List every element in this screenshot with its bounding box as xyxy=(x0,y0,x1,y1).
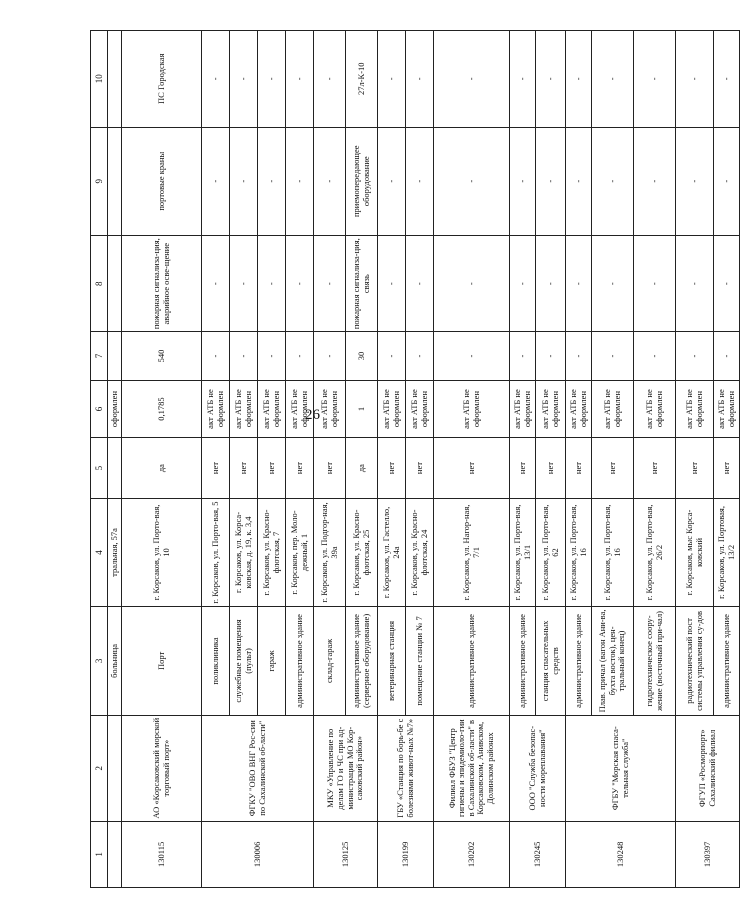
col-num-6: 6 xyxy=(91,380,108,438)
continuation-row xyxy=(108,31,122,888)
cell-col7: - xyxy=(634,332,676,380)
cell-col10: - xyxy=(510,31,536,128)
col-num-4: 4 xyxy=(91,498,108,606)
cell-col9: - xyxy=(230,127,258,235)
cell-col6: акт АТБ не оформлен xyxy=(566,380,592,438)
cell-col6: акт АТБ не оформлен xyxy=(676,380,714,438)
cell-col6: 0,1785 xyxy=(122,380,202,438)
cell-col5: нет xyxy=(406,438,434,498)
cell-col8: - xyxy=(314,235,346,331)
cell-col7: 30 xyxy=(346,332,378,380)
cell-col5: нет xyxy=(634,438,676,498)
col-num-10: 10 xyxy=(91,31,108,128)
cell-col7: - xyxy=(286,332,314,380)
cell-col9: - xyxy=(202,127,230,235)
cell-col8: пожарная сигнализа-ция, связь xyxy=(346,235,378,331)
cell-col5: да xyxy=(346,438,378,498)
cell-object: административное здание xyxy=(434,607,510,715)
cell-col9: - xyxy=(258,127,286,235)
cell-address: г. Корсаков, ул. Красно-флотская, 24 xyxy=(406,498,434,606)
col-num-3: 3 xyxy=(91,607,108,715)
cell-col10: - xyxy=(406,31,434,128)
cell-object: гидротехническое соору-жение (восточный при-чал) xyxy=(634,607,676,715)
cell-col6: 1 xyxy=(346,380,378,438)
cell-address: г. Корсаков, ул. Порто-вая, 5 xyxy=(202,498,230,606)
cell-col5: нет xyxy=(258,438,286,498)
cell-col6: акт АТБ не оформлен xyxy=(406,380,434,438)
cell-col10: 27л-К-10 xyxy=(346,31,378,128)
cell-organization: ФГКУ "ОВО ВНГ Рос-сии по Сахалинской об-ласти" xyxy=(202,715,314,821)
cell-col7: - xyxy=(510,332,536,380)
cell-object: Порт xyxy=(122,607,202,715)
cell-col8: - xyxy=(258,235,286,331)
cell-address: г. Корсаков, ул. Порто-вая, 13/1 xyxy=(510,498,536,606)
cell-col10: - xyxy=(676,31,714,128)
cell-organization: ООО "Служба безопас-ности мореплавания" xyxy=(510,715,566,821)
cell-col5: нет xyxy=(510,438,536,498)
cell-col9: - xyxy=(592,127,634,235)
cell-col7: - xyxy=(406,332,434,380)
cell-col9: приемопередающее оборудование xyxy=(346,127,378,235)
cell-col10: - xyxy=(378,31,406,128)
cell-col5: нет xyxy=(676,438,714,498)
table-row xyxy=(314,31,346,888)
col-num-5: 5 xyxy=(91,438,108,498)
cell-col6: акт АТБ не оформлен xyxy=(714,380,740,438)
cell-col9: - xyxy=(378,127,406,235)
cell-object: служебные помещения (пульт) xyxy=(230,607,258,715)
cell-object: радиотехнический пост системы управления су-дов xyxy=(676,607,714,715)
cell-col10: - xyxy=(434,31,510,128)
cell-col8: - xyxy=(536,235,566,331)
cell-col5: нет xyxy=(286,438,314,498)
cell-address: г. Корсаков, пер. Моло-дежный, 1 xyxy=(286,498,314,606)
col-num-8: 8 xyxy=(91,235,108,331)
cell-col6: акт АТБ не оформлен xyxy=(202,380,230,438)
cell-col10: - xyxy=(202,31,230,128)
cell-col5: нет xyxy=(378,438,406,498)
cell-col7: - xyxy=(314,332,346,380)
table-row xyxy=(202,31,230,888)
cell-col5: нет xyxy=(714,438,740,498)
cell-col6: акт АТБ не оформлен xyxy=(592,380,634,438)
table-row xyxy=(566,31,592,888)
cell-organization: ГБУ «Станция по борь-бе с болезнями живот-ных №7» xyxy=(378,715,434,821)
cell-address: г. Корсаков, ул. Порто-вая, 16 xyxy=(566,498,592,606)
cell-col5: да xyxy=(122,438,202,498)
cell-col10: - xyxy=(314,31,346,128)
cell-col9: - xyxy=(286,127,314,235)
cell-col7: - xyxy=(714,332,740,380)
cell-col10: - xyxy=(714,31,740,128)
cell-address: г. Корсаков, ул. Порто-вая, 62 xyxy=(536,498,566,606)
cell-col10: - xyxy=(592,31,634,128)
cell-col8: - xyxy=(592,235,634,331)
cell-col8: - xyxy=(378,235,406,331)
cell-col9: - xyxy=(634,127,676,235)
cell-col5: нет xyxy=(230,438,258,498)
cell-col8: - xyxy=(634,235,676,331)
cell-col7: - xyxy=(230,332,258,380)
table-row xyxy=(378,31,406,888)
cell-col5: нет xyxy=(434,438,510,498)
cell-organization: ФГБУ "Морская спаса-тельная служба" xyxy=(566,715,676,821)
cell-col8: - xyxy=(406,235,434,331)
cell-col7: - xyxy=(202,332,230,380)
cell-col8: - xyxy=(286,235,314,331)
cell-object: административное здание xyxy=(286,607,314,715)
cell-col7: 540 xyxy=(122,332,202,380)
cell-col8: - xyxy=(714,235,740,331)
cell-col5: нет xyxy=(536,438,566,498)
cell-col5: нет xyxy=(202,438,230,498)
cell-address: г. Корсаков, ул. Порто-вая, 16 xyxy=(592,498,634,606)
cell-address: г. Корсаков, ул. Красно-флотская, 25 xyxy=(346,498,378,606)
table-row xyxy=(510,31,536,888)
cell-address: г. Корсаков, ул. Порто-вая, 26/2 xyxy=(634,498,676,606)
cell-col9: - xyxy=(314,127,346,235)
cell-col6: акт АТБ не оформлен xyxy=(378,380,406,438)
cell-object: Плав. причал (вагон Ани-ва, бухта восток), цен-тральный конец) xyxy=(592,607,634,715)
cell-address: г. Корсаков, ул. Корса-ковская, д. 19, к. 3,4 xyxy=(230,498,258,606)
cell-organization: Филиал ФБУЗ "Центр гигиены и эпидемиоло-гии в Сахалинской об-ласти" в Корсаковском, Анивском, Долинском районах xyxy=(434,715,510,821)
page-number: 26 xyxy=(305,407,320,423)
register-table xyxy=(90,30,740,888)
cell-col7: - xyxy=(592,332,634,380)
table-row xyxy=(122,31,202,888)
cell-col8: пожарная сигнализа-ция, аварийное осве-щение xyxy=(122,235,202,331)
cell-object: поликлиника xyxy=(202,607,230,715)
cell-col7: - xyxy=(676,332,714,380)
cell-object: административное здание xyxy=(566,607,592,715)
cell-address: г. Корсаков, ул. Подгор-ная, 39а xyxy=(314,498,346,606)
cell-col7: - xyxy=(566,332,592,380)
cell-col9: - xyxy=(510,127,536,235)
cont-cell-4: тральная, 57а xyxy=(108,498,122,606)
cell-object: административное здание xyxy=(714,607,740,715)
cell-col9: - xyxy=(406,127,434,235)
col-num-9: 9 xyxy=(91,127,108,235)
cell-col10: - xyxy=(258,31,286,128)
cell-object: склад-гараж xyxy=(314,607,346,715)
cell-col9: - xyxy=(566,127,592,235)
col-num-1: 1 xyxy=(91,821,108,887)
cell-object: помещение станции № 7 xyxy=(406,607,434,715)
cell-col10: - xyxy=(634,31,676,128)
cell-code: 130397 xyxy=(676,821,740,887)
table-row xyxy=(676,31,714,888)
cell-col7: - xyxy=(258,332,286,380)
cell-col6: акт АТБ не оформлен xyxy=(286,380,314,438)
cell-organization: МКУ «Управление по делам ГО и ЧС при ад-министрации МО Кор-саковский район» xyxy=(314,715,378,821)
cell-code: 130115 xyxy=(122,821,202,887)
cell-address: г. Корсаков, ул. Нагор-ная, 7/1 xyxy=(434,498,510,606)
cell-col5: нет xyxy=(314,438,346,498)
cell-col10: - xyxy=(536,31,566,128)
cell-address: г. Корсаков, мыс Корса-ковский xyxy=(676,498,714,606)
cell-col8: - xyxy=(434,235,510,331)
cell-code: 130248 xyxy=(566,821,676,887)
cell-col8: - xyxy=(676,235,714,331)
cell-code: 130125 xyxy=(314,821,378,887)
cell-object: административное здание (серверное оборудование) xyxy=(346,607,378,715)
cell-col6: акт АТБ не оформлен xyxy=(536,380,566,438)
cell-col10: - xyxy=(230,31,258,128)
cell-col10: - xyxy=(286,31,314,128)
cell-code: 130199 xyxy=(378,821,434,887)
cell-col6: акт АТБ не оформлен xyxy=(510,380,536,438)
table-row xyxy=(434,31,510,888)
cell-col7: - xyxy=(536,332,566,380)
cell-code: 130245 xyxy=(510,821,566,887)
cell-object: станция спасательных средств xyxy=(536,607,566,715)
cell-col8: - xyxy=(202,235,230,331)
cell-col6: акт АТБ не оформлен xyxy=(434,380,510,438)
cell-col6: акт АТБ не оформлен xyxy=(634,380,676,438)
col-num-7: 7 xyxy=(91,332,108,380)
cell-object: гараж xyxy=(258,607,286,715)
cell-col9: - xyxy=(434,127,510,235)
cell-col10: ПС Городская xyxy=(122,31,202,128)
cell-col6: акт АТБ не оформлен xyxy=(314,380,346,438)
cont-cell-6: оформлен xyxy=(108,380,122,438)
column-number-row xyxy=(91,31,108,888)
cell-object: административное здание xyxy=(510,607,536,715)
cont-cell-3: больница xyxy=(108,607,122,715)
cell-col5: нет xyxy=(566,438,592,498)
cell-col6: акт АТБ не оформлен xyxy=(230,380,258,438)
cell-address: г. Корсаков, ул. Красно-флотская, 7 xyxy=(258,498,286,606)
cell-code: 130006 xyxy=(202,821,314,887)
cell-col9: портовые краны xyxy=(122,127,202,235)
col-num-2: 2 xyxy=(91,715,108,821)
cell-address: г. Корсаков, ул. Порто-вая, 10 xyxy=(122,498,202,606)
cell-col8: - xyxy=(566,235,592,331)
cell-col8: - xyxy=(230,235,258,331)
cell-object: ветеринарная станция xyxy=(378,607,406,715)
cell-code: 130202 xyxy=(434,821,510,887)
cell-col5: нет xyxy=(592,438,634,498)
cell-col10: - xyxy=(566,31,592,128)
cell-col9: - xyxy=(676,127,714,235)
cell-col6: акт АТБ не оформлен xyxy=(258,380,286,438)
cell-col8: - xyxy=(510,235,536,331)
cell-col7: - xyxy=(434,332,510,380)
cell-col9: - xyxy=(536,127,566,235)
cell-address: г. Корсаков, ул. Гастелло, 24а xyxy=(378,498,406,606)
cell-organization: ФГУП «Росморпорт» Сахалинский филиал xyxy=(676,715,740,821)
cell-organization: АО «Корсаковский морской торговый порт» xyxy=(122,715,202,821)
cell-col9: - xyxy=(714,127,740,235)
cell-address: г. Корсаков, ул. Портовая, 13/2 xyxy=(714,498,740,606)
cell-col7: - xyxy=(378,332,406,380)
rotated-table-container xyxy=(90,30,740,888)
